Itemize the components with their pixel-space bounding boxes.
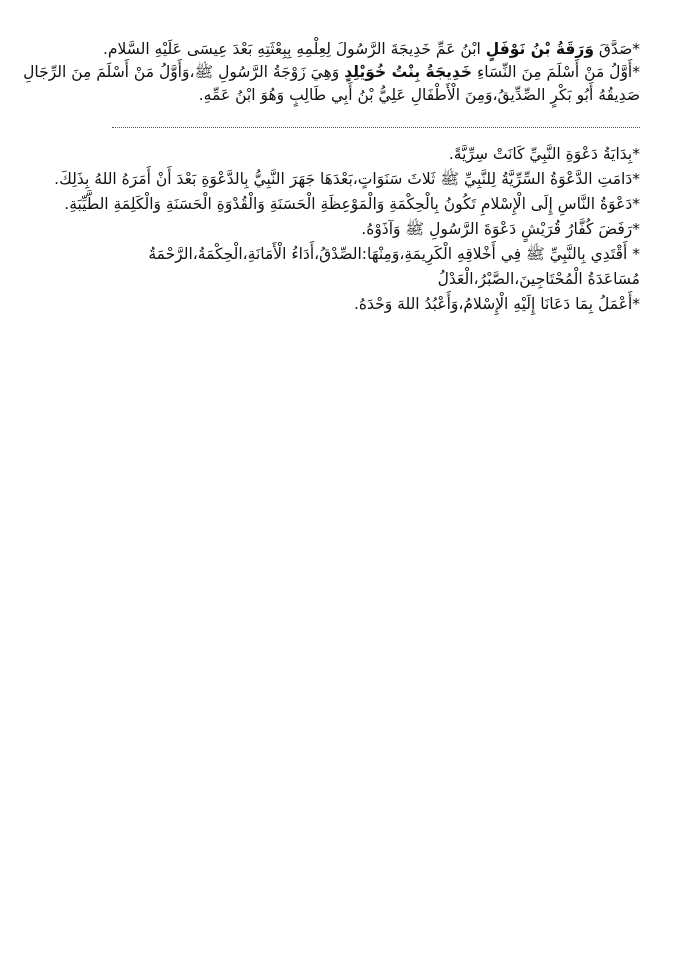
note-secret-call: *بِدَايَةُ دَعْوَةِ النَّبِيِّ كَانَتْ سِرِّيَّةً. xyxy=(448,145,640,163)
note-prophet-morals: * أَقْتَدِي بِالنَّبِيِّ ﷺ فِي أَخْلاقِهِ الْكَرِيمَةِ،وَمِنْهَا:الصِّدْقُ،أَدَاءُ الْأَمَانَةِ،الْحِكْمَةُ،الرَّحْمَةُ مُسَاعَدَةُ الْمُحْتَاجِينَ،الصَّبْرُ،الْعَدْلُ xyxy=(148,245,640,288)
note-first-muslims-bold-name: خَدِيجَةُ بِنْتُ خُوَيْلِدٍ xyxy=(344,63,473,81)
note-secret-call-duration: *دَامَتِ الدَّعْوَةُ السِّرِّيَّةُ لِلنَّبِيِّ ﷺ ثَلاثَ سَنَوَاتٍ،بَعْدَهَا جَهَرَ النَّبِيُّ بِالدَّعْوَةِ بَعْدَ أَنْ أَمَرَهُ اللهُ بِذَلِكَ. xyxy=(54,170,640,188)
note-waraqa xyxy=(103,38,640,61)
note-quraysh-rejection: *رَفَضَ كُفَّارُ قُرَيْشٍ دَعْوَةَ الرَّسُولِ ﷺ وَآذَوْهُ. xyxy=(361,220,640,238)
bottom-notes-block xyxy=(54,142,640,317)
top-notes-block xyxy=(23,38,640,107)
note-first-muslims-continued-text: صَدِيقُهُ أَبُو بَكْرٍ الصِّدِّيقُ،وَمِنَ الْأَطْفَالِ عَلِيُّ بْنُ أَبِي طَالِبٍ وَهُوَ ابْنُ عَمِّهِ. xyxy=(198,86,640,104)
note-waraqa-bold-name: وَرَقَةُ بْنُ نَوْفَلٍ xyxy=(485,40,594,58)
note-first-muslims-continued xyxy=(112,84,640,107)
note-inviting-people: *دَعْوَةُ النَّاسِ إِلَى الْإِسْلامِ تَكُونُ بِالْحِكْمَةِ وَالْمَوْعِظَةِ الْحَسَنَةِ وَالْقُدْوَةِ الْحَسَنَةِ وَالْكَلِمَةِ الطَّيِّبَةِ. xyxy=(64,195,640,213)
note-waraqa-text-end: ابْنُ عَمِّ خَدِيجَةَ الرَّسُولَ لِعِلْمِهِ بِبِعْثَتِهِ بَعْدَ عِيسَى عَلَيْهِ السَّلام. xyxy=(103,40,486,58)
note-first-muslims-text-end: وَهِيَ زَوْجَةُ الرَّسُولِ ﷺ،وَأَوَّلُ مَنْ أَسْلَمَ مِنَ الرِّجَالِ xyxy=(23,63,345,81)
dotted-divider xyxy=(112,127,640,128)
note-first-muslims-text-start: *أَوَّلُ مَنْ أَسْلَمَ مِنَ النِّسَاءِ xyxy=(472,63,640,81)
note-waraqa-text-start: *صَدَّقَ xyxy=(593,40,640,58)
note-first-muslims xyxy=(23,61,640,84)
note-act-by-islam: *أَعْمَلُ بِمَا دَعَانَا إِلَيْهِ الْإِسْلامُ،وَأَعْبُدُ اللهَ وَحْدَهُ. xyxy=(353,295,640,313)
